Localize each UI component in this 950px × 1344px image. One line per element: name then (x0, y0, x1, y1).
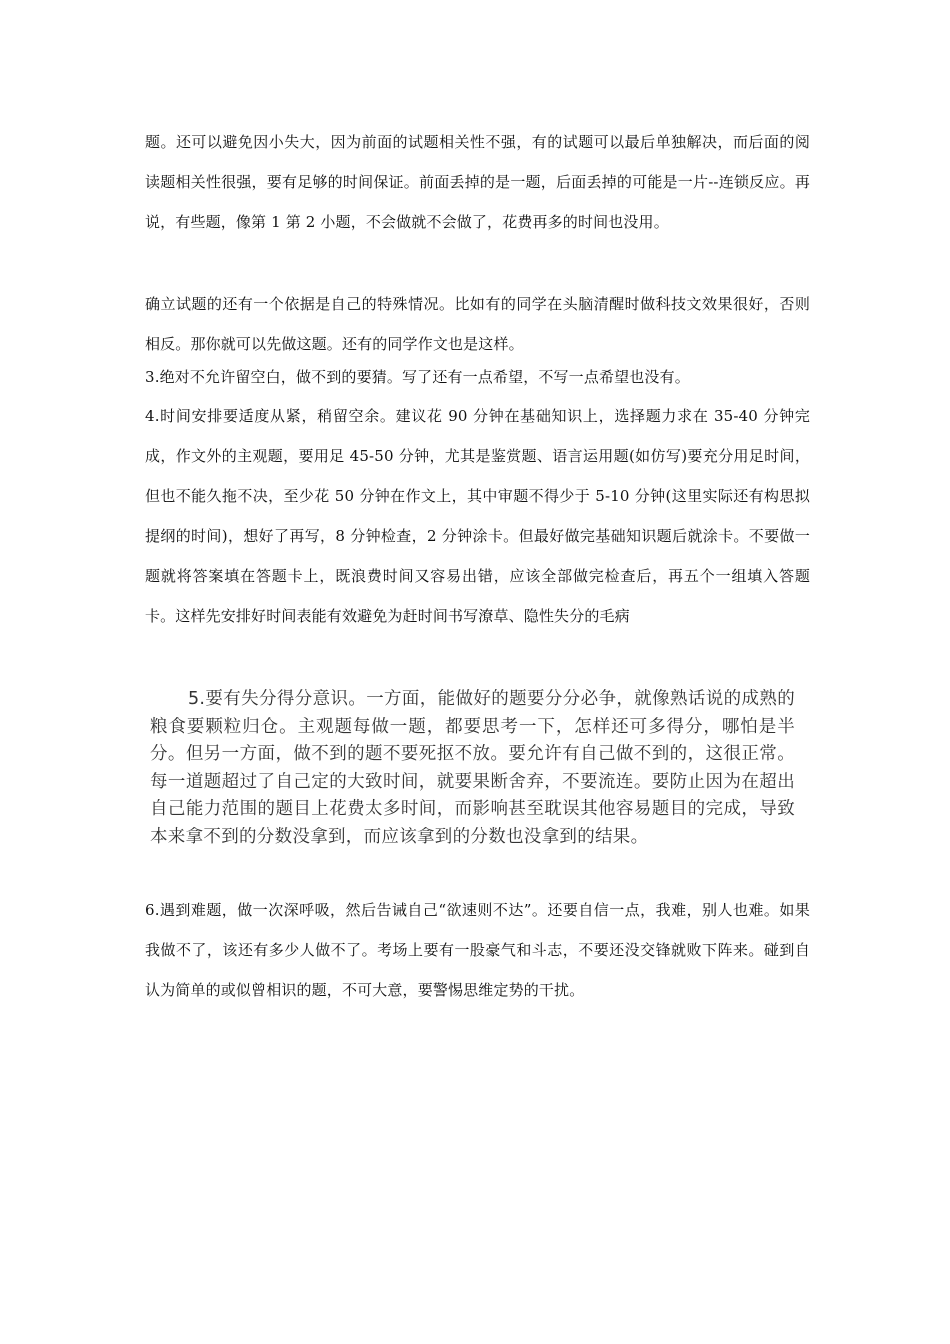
paragraph-tip-5: 5.要有失分得分意识。一方面，能做好的题要分分必争，就像熟话说的成熟的粮食要颗粒归仓。主观题每做一题，都要思考一下，怎样还可多得分，哪怕是半分。但另一方面，做不到的题不要死抠不放。要允许有自己做不到的，这很正常。每一道题超过了自己定的大致时间，就要果断舍弃，不要流连。要防止因为在超出自己能力范围的题目上花费太多时间，而影响甚至耽误其他容易题目的完成，导致本来拿不到的分数没拿到，而应该拿到的分数也没拿到的结果。 (150, 689, 795, 847)
paragraph-question-order: 题。还可以避免因小失大，因为前面的试题相关性不强，有的试题可以最后单独解决，而后面的阅读题相关性很强，要有足够的时间保证。前面丢掉的是一题，后面丢掉的可能是一片--连锁反应。再说，有些题，像第 1 第 2 小题，不会做就不会做了，花费再多的时间也没用。 (145, 133, 810, 231)
paragraph-tip-4: 4.时间安排要适度从紧，稍留空余。建议花 90 分钟在基础知识上，选择题力求在 35-40 分钟完成，作文外的主观题，要用足 45-50 分钟，尤其是鉴赏题、语言运用题(如仿写)要充分用足时间，但也不能久拖不决，至少花 50 分钟在作文上，其中审题不得少于 5-10 分钟(这里实际还有构思拟提纲的时间)，想好了再写，8 分钟检查，2 分钟涂卡。但最好做完基础知识题后就涂卡。不要做一题就将答案填在答题卡上，既浪费时间又容易出错，应该全部做完检查后，再五个一组填入答题卡。这样先安排好时间表能有效避免为赶时间书写潦草、隐性失分的毛病 (145, 407, 810, 625)
paragraph-tip-3: 3.绝对不允许留空白，做不到的要猜。写了还有一点希望，不写一点希望也没有。 (145, 368, 690, 386)
paragraph-personal-situation: 确立试题的还有一个依据是自己的特殊情况。比如有的同学在头脑清醒时做科技文效果很好，否则相反。那你就可以先做这题。还有的同学作文也是这样。 (145, 295, 810, 353)
paragraph-tip-6: 6.遇到难题，做一次深呼吸，然后告诫自己“欲速则不达”。还要自信一点，我难，别人也难。如果我做不了，该还有多少人做不了。考场上要有一股豪气和斗志，不要还没交锋就败下阵来。碰到自认为简单的或似曾相识的题，不可大意，要警惕思维定势的干扰。 (145, 901, 810, 999)
